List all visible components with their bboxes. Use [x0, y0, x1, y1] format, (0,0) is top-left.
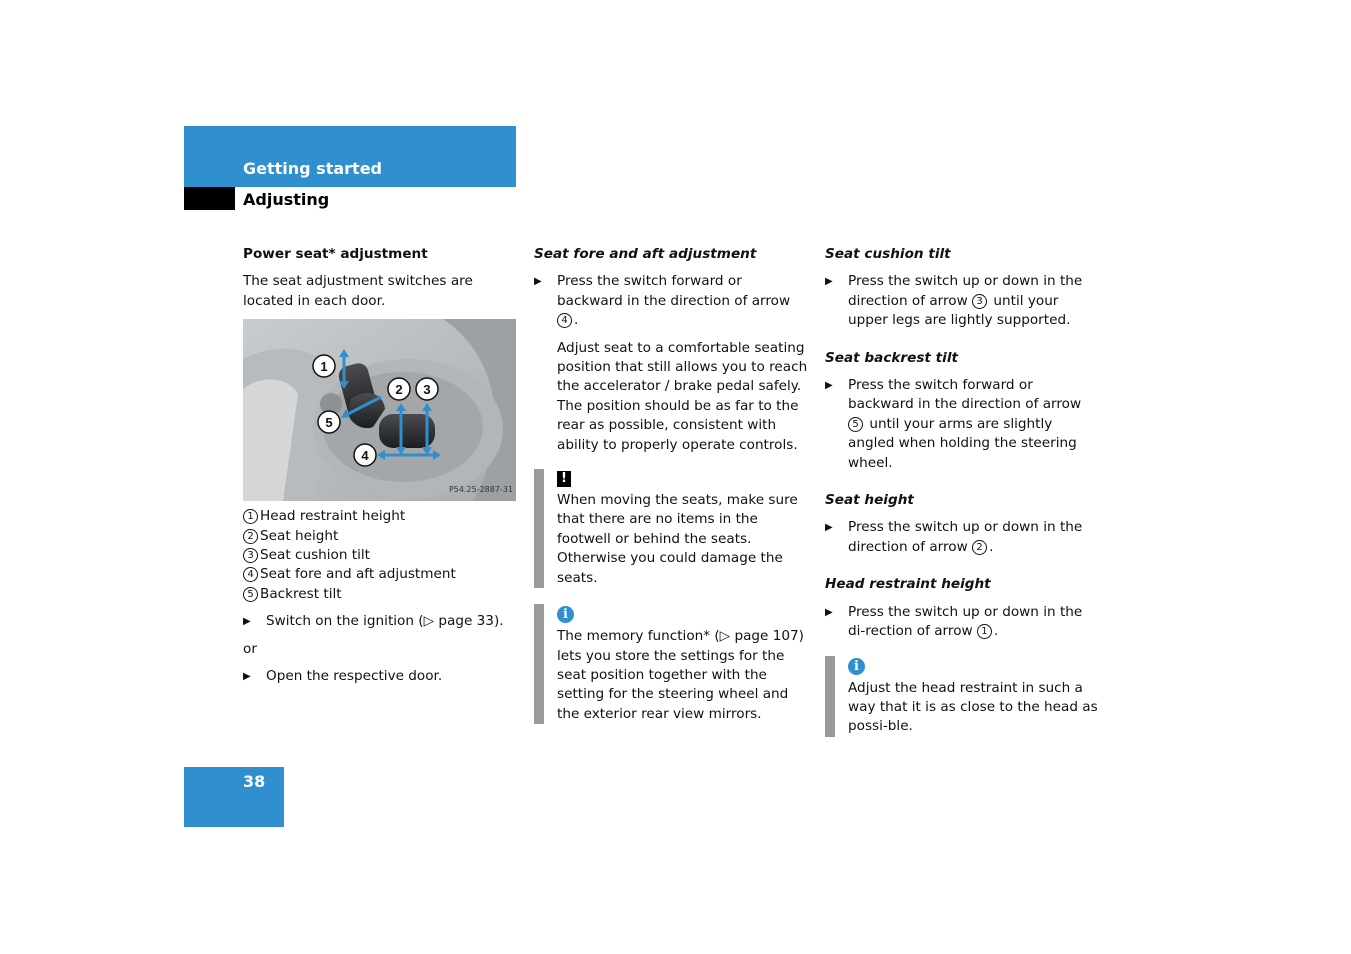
bullet-triangle-icon: ▶: [825, 380, 833, 392]
legend-item: 5 Backrest tilt: [243, 585, 518, 604]
step-seat-height: ▶ Press the switch up or down in the direction of arrow 2 .: [825, 519, 1083, 555]
bullet-triangle-icon: ▶: [825, 522, 833, 534]
info-icon: i: [557, 606, 574, 623]
cushion-tilt-heading: Seat cushion tilt: [825, 246, 951, 262]
warning-note: [534, 469, 809, 588]
step-open-door: ▶ Open the respective door.: [243, 667, 518, 686]
head-restraint-heading: Head restraint height: [825, 576, 991, 593]
info-note: [825, 656, 1100, 737]
note-bar: [534, 469, 544, 588]
page-number-box: [184, 767, 284, 827]
fore-aft-heading: Seat fore and aft adjustment: [534, 246, 757, 262]
legend-item: 1 Head restraint height: [243, 507, 518, 526]
fore-aft-paragraph: Adjust seat to a comfortable seating position that still allows you to reach the accelerator / brake pedal safely. The position should be as far to the rear as possible, consistent with ability to properly operate controls.: [557, 339, 808, 453]
page-number: 38: [243, 772, 266, 791]
legend-item: 4 Seat fore and aft adjustment: [243, 565, 518, 584]
bullet-triangle-icon: ▶: [534, 276, 542, 288]
power-seat-intro: The seat adjustment switches are located in each door.: [243, 273, 473, 309]
step-ignition: ▶ Switch on the ignition (▷ page 33).: [243, 612, 518, 631]
svg-text:3: 3: [423, 382, 431, 398]
svg-text:4: 4: [361, 448, 369, 464]
bullet-triangle-icon: ▶: [825, 276, 833, 288]
info-note: [534, 604, 809, 724]
legend-item: 2 Seat height: [243, 527, 518, 546]
svg-text:1: 1: [320, 359, 328, 375]
figure-code: P54.25-2887-31: [448, 484, 513, 494]
column-2: [534, 245, 809, 740]
note-bar: [534, 604, 544, 724]
step-cushion-tilt: ▶ Press the switch up or down in the direction of arrow 3 until your upper legs are lightly supported.: [825, 273, 1083, 329]
seat-switch-illustration: [243, 319, 516, 501]
svg-text:5: 5: [325, 415, 333, 431]
bullet-triangle-icon: ▶: [243, 671, 251, 683]
info-icon: i: [848, 658, 865, 675]
svg-text:2: 2: [395, 382, 403, 398]
step-head-restraint: ▶ Press the switch up or down in the di-rection of arrow 1 .: [825, 603, 1083, 640]
backrest-tilt-heading: Seat backrest tilt: [825, 349, 958, 366]
info-text: The memory function* (▷ page 107) lets you store the settings for the seat position together with the setting for the steering wheel and the exterior rear view mirrors.: [557, 628, 804, 722]
legend-item: 3 Seat cushion tilt: [243, 546, 518, 565]
bullet-triangle-icon: ▶: [825, 606, 833, 618]
warning-icon: !: [557, 471, 571, 487]
column-1: [243, 245, 518, 694]
bullet-triangle-icon: ▶: [243, 616, 251, 628]
step-backrest-tilt: ▶ Press the switch forward or backward in the direction of arrow 5 until your arms are slightly angled when holding the steering wheel.: [825, 377, 1082, 471]
warning-text: When moving the seats, make sure that there are no items in the footwell or behind the seats. Otherwise you could damage the seats.: [557, 492, 798, 586]
seat-switch-figure: [243, 319, 516, 501]
section-subtitle: Adjusting: [243, 190, 330, 209]
section-title: Getting started: [243, 159, 382, 178]
column-3: [825, 245, 1100, 753]
or-text: or: [243, 640, 257, 657]
step-fore-aft: ▶ Press the switch forward or backward in the direction of arrow 4 .: [534, 273, 791, 329]
seat-height-heading: Seat height: [825, 492, 914, 509]
subheader-marker: [184, 187, 235, 210]
note-bar: [825, 656, 835, 737]
power-seat-heading: Power seat* adjustment: [243, 246, 428, 262]
info-text: Adjust the head restraint in such a way that it is as close to the head as possi-ble.: [848, 679, 1098, 735]
